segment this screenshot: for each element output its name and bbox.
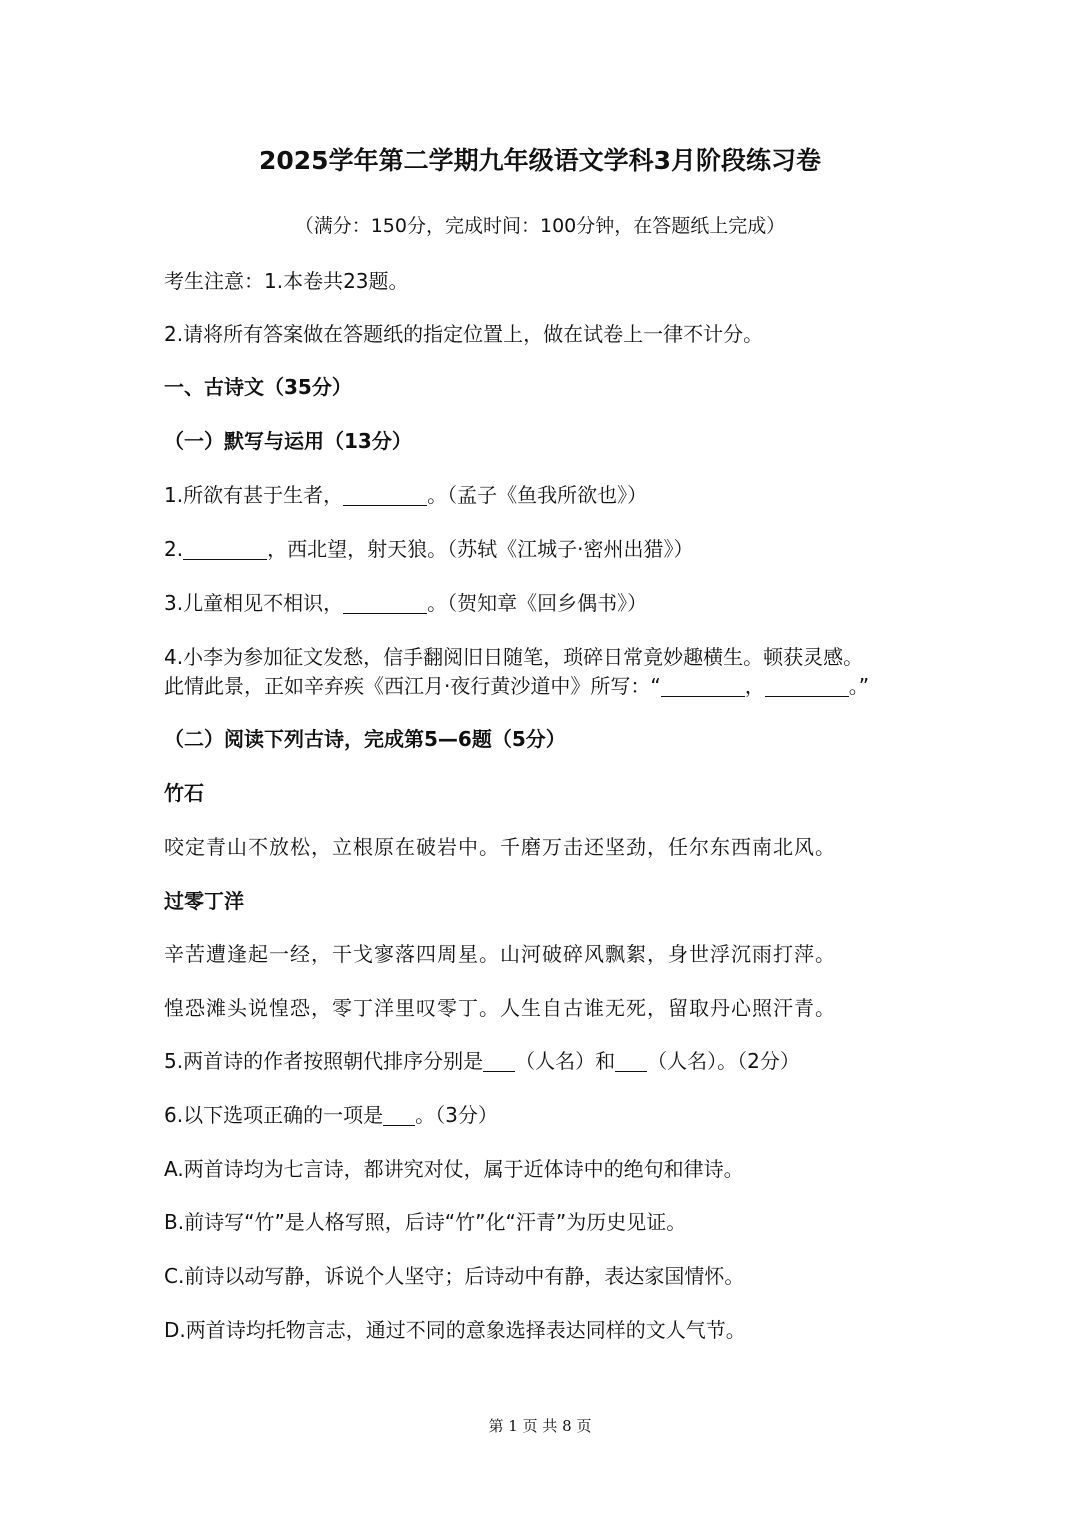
page-number: 第 1 页 共 8 页 <box>488 1417 592 1435</box>
question-6-text-after: 。（3分） <box>415 1103 498 1127</box>
question-3-text-before: 3.儿童相见不相识， <box>164 591 344 615</box>
question-5-text-2: （人名）和 <box>515 1049 616 1073</box>
question-1-text-before: 1.所欲有甚于生者， <box>164 483 344 507</box>
answer-blank <box>661 674 745 697</box>
poem-1-title: 竹石 <box>164 781 204 805</box>
part-1-title: （一）默写与运用（13分） <box>164 429 412 453</box>
part-2-title: （二）阅读下列古诗，完成第5—6题（5分） <box>164 727 566 751</box>
poem-2-line-1: 辛苦遭逢起一经，干戈寥落四周星。山河破碎风飘絮，身世浮沉雨打萍。 <box>164 942 836 966</box>
question-5-text-3: （人名）。（2分） <box>647 1049 800 1073</box>
question-4-line-1: 4.小李为参加征文发愁，信手翻阅旧日随笔，琐碎日常竟妙趣横生。顿获灵感。 <box>164 645 864 669</box>
question-3 <box>164 589 647 617</box>
question-4-text-before: 此情此景，正如辛弃疾《西江月·夜行黄沙道中》所写：“ <box>164 674 661 698</box>
question-5-text-1: 5.两首诗的作者按照朝代排序分别是 <box>164 1049 484 1073</box>
question-6-text-before: 6.以下选项正确的一项是 <box>164 1103 384 1127</box>
notice-line-2: 2.请将所有答案做在答题纸的指定位置上，做在试卷上一律不计分。 <box>164 322 764 346</box>
question-4-line-2 <box>164 672 869 700</box>
section-1-title: 一、古诗文（35分） <box>164 375 352 399</box>
question-4-text-after: 。” <box>848 674 870 698</box>
question-2-text-after: ，西北望，射天狼。（苏轼《江城子·密州出猎》） <box>267 537 694 561</box>
poem-1-text: 咬定青山不放松，立根原在破岩中。千磨万击还坚劲，任尔东西南北风。 <box>164 835 836 859</box>
question-5 <box>164 1047 800 1075</box>
question-4-text-mid: ， <box>744 674 765 698</box>
question-6-stem <box>164 1101 498 1129</box>
poem-2-title: 过零丁洋 <box>164 889 244 913</box>
answer-blank <box>343 591 427 614</box>
question-2 <box>164 535 693 563</box>
option-d: D.两首诗均托物言志，通过不同的意象选择表达同样的文人气节。 <box>164 1318 746 1342</box>
question-2-text-before: 2. <box>164 537 184 561</box>
option-b: B.前诗写“竹”是人格写照，后诗“竹”化“汗青”为历史见证。 <box>164 1210 687 1234</box>
notice-line-1: 考生注意：1.本卷共23题。 <box>164 269 409 293</box>
question-1 <box>164 481 647 509</box>
answer-blank <box>343 483 427 506</box>
question-3-text-after: 。（贺知章《回乡偶书》） <box>427 591 648 615</box>
option-c: C.前诗以动写静，诉说个人坚守；后诗动中有静，表达家国情怀。 <box>164 1264 745 1288</box>
answer-blank <box>765 674 849 697</box>
question-1-text-after: 。（孟子《鱼我所欲也》） <box>427 483 648 507</box>
answer-blank <box>483 1049 515 1072</box>
exam-subtitle: （满分：150分，完成时间：100分钟，在答题纸上完成） <box>294 215 786 237</box>
answer-blank <box>183 537 267 560</box>
answer-blank <box>383 1103 415 1126</box>
answer-blank <box>615 1049 647 1072</box>
poem-2-line-2: 惶恐滩头说惶恐，零丁洋里叹零丁。人生自古谁无死，留取丹心照汗青。 <box>164 996 836 1020</box>
option-a: A.两首诗均为七言诗，都讲究对仗，属于近体诗中的绝句和律诗。 <box>164 1157 744 1181</box>
exam-title: 2025学年第二学期九年级语文学科3月阶段练习卷 <box>259 146 821 175</box>
